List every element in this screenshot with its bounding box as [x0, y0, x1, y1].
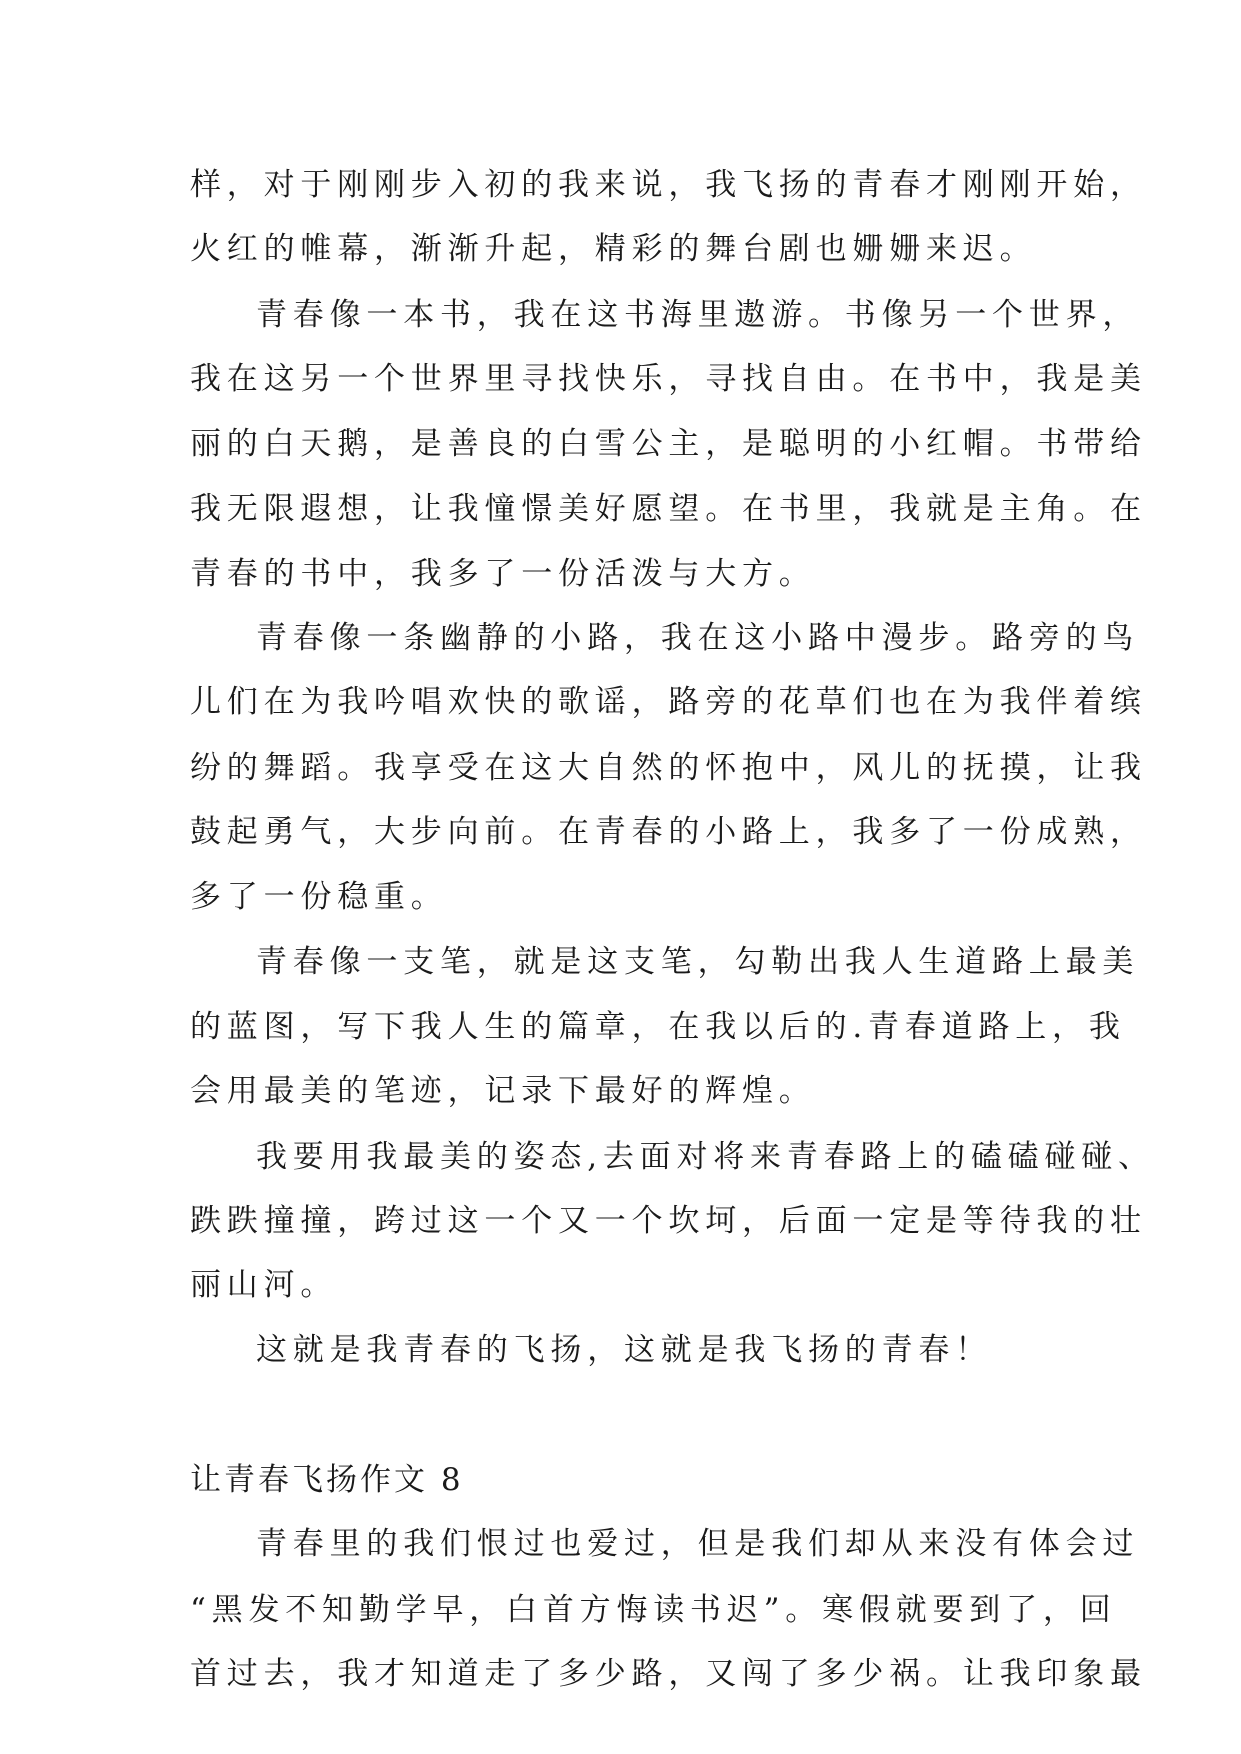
paragraph-start-line: 青春里的我们恨过也爱过，但是我们却从来没有体会过	[256, 1526, 1140, 1563]
text-line: 我无限遐想，让我憧憬美好愿望。在书里，我就是主角。在	[190, 490, 1147, 527]
text-line: 跌跌撞撞，跨过这一个又一个坎坷，后面一定是等待我的壮	[190, 1202, 1147, 1239]
text-line: 鼓起勇气，大步向前。在青春的小路上，我多了一份成熟，	[190, 814, 1147, 851]
paragraph-start-line: 这就是我青春的飞扬，这就是我飞扬的青春！	[256, 1332, 992, 1369]
paragraph-start-line: 青春像一支笔，就是这支笔，勾勒出我人生道路上最美	[256, 943, 1140, 980]
paragraph-start-line: 青春像一本书，我在这书海里遨游。书像另一个世界，	[256, 296, 1140, 333]
text-line: 的蓝图，写下我人生的篇章，在我以后的.青春道路上，我	[190, 1008, 1126, 1045]
text-line: 多了一份稳重。	[190, 879, 448, 916]
text-line: 儿们在为我吟唱欢快的歌谣，路旁的花草们也在为我伴着缤	[190, 684, 1147, 721]
paragraph-start-line: 青春像一条幽静的小路，我在这小路中漫步。路旁的鸟	[256, 620, 1140, 657]
text-line: 首过去，我才知道走了多少路，又闯了多少祸。让我印象最	[190, 1656, 1147, 1692]
text-line: 我在这另一个世界里寻找快乐，寻找自由。在书中，我是美	[190, 360, 1147, 397]
text-line: 会用最美的笔迹，记录下最好的辉煌。	[190, 1073, 816, 1110]
text-line: 纷的舞蹈。我享受在这大自然的怀抱中，风儿的抚摸，让我	[190, 749, 1147, 786]
text-line: 丽的白天鹅，是善良的白雪公主，是聪明的小红帽。书带给	[190, 426, 1147, 463]
section-heading: 让青春飞扬作文 8	[190, 1462, 464, 1499]
text-line: 青春的书中，我多了一份活泼与大方。	[190, 555, 816, 592]
text-line: 火红的帷幕，渐渐升起，精彩的舞台剧也姗姗来迟。	[190, 231, 1037, 268]
text-line: 样，对于刚刚步入初的我来说，我飞扬的青春才刚刚开始，	[190, 167, 1147, 203]
paragraph-start-line: 我要用我最美的姿态,去面对将来青春路上的磕磕碰碰、	[256, 1138, 1155, 1175]
text-line: 丽山河。	[190, 1267, 338, 1304]
text-line: “黑发不知勤学早，白首方悔读书迟”。寒假就要到了，回	[190, 1591, 1117, 1628]
